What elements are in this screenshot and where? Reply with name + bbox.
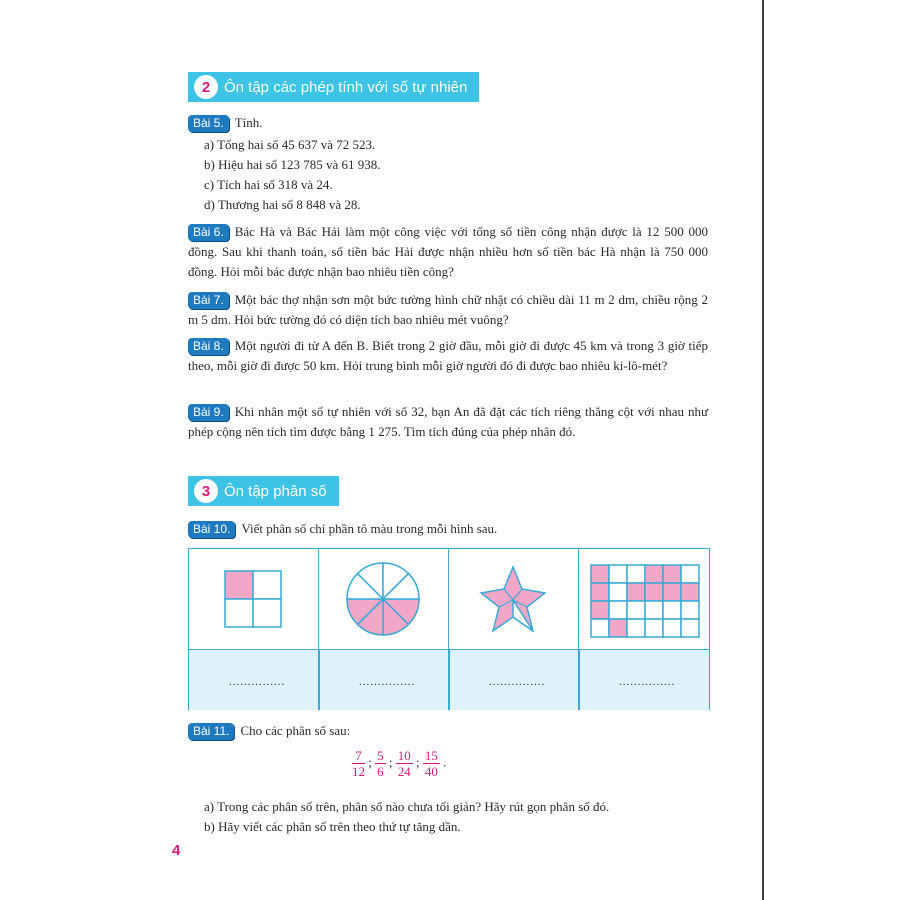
grid-cell	[627, 619, 645, 637]
grid-cell	[627, 565, 645, 583]
exercise-11	[188, 722, 350, 740]
exercise-5-d: d) Thương hai số 8 848 và 28.	[204, 197, 361, 212]
grid-cell	[609, 601, 627, 619]
fraction: $\frac{5}{6}$	[377, 748, 384, 779]
exercise-10	[188, 520, 497, 538]
exercise-5-c: c) Tích hai số 318 và 24.	[204, 177, 333, 192]
exercise-badge: Bài 7.	[188, 292, 229, 309]
fraction: $\frac{10}{24}$	[397, 748, 411, 779]
divider	[448, 650, 450, 710]
exercise-text: Tính.	[234, 115, 263, 130]
exercise-9	[188, 402, 708, 442]
exercise-text: Khi nhân một số tự nhiên với số 32, bạn An đã đặt các tích riêng thẳng cột với nhau như phép cộng nên tích tìm được bằng 1 275. Tìm tích đúng của phép nhân đó.	[188, 404, 708, 439]
grid-cell	[609, 583, 627, 601]
exercise-11-a: a) Trong các phân số trên, phân số nào chưa tối giản? Hãy rút gọn phân số đó.	[204, 799, 610, 814]
exercise-badge: Bài 11.	[188, 723, 234, 740]
square-grid-figure	[189, 549, 318, 649]
exercise-badge: Bài 10.	[188, 521, 235, 538]
grid-cell	[681, 583, 699, 601]
grid-cell	[591, 619, 609, 637]
exercise-badge: Bài 5.	[188, 115, 229, 132]
exercise-badge: Bài 8.	[188, 338, 229, 355]
exercise-text: Một người đi từ A đến B. Biết trong 2 giờ đầu, mỗi giờ đi được 45 km và trong 3 giờ tiếp theo, mỗi giờ đi được 50 km. Hỏi trung bình mỗi giờ người đó đi được bao nhiêu ki-lô-mét?	[188, 338, 708, 373]
star-figure	[449, 549, 578, 649]
exercise-8	[188, 336, 708, 376]
page-edge	[762, 0, 764, 900]
exercise-text: Cho các phân số sau:	[240, 723, 351, 738]
grid-cell	[681, 619, 699, 637]
grid-cell	[645, 583, 663, 601]
grid-cell	[663, 619, 681, 637]
grid-cell	[627, 583, 645, 601]
figures-table	[188, 548, 710, 710]
exercise-5-b: b) Hiệu hai số 123 785 và 61 938.	[204, 157, 381, 172]
page-number: 4	[172, 842, 181, 859]
grid-cell	[627, 601, 645, 619]
exercise-text: Một bác thợ nhận sơn một bức tường hình chữ nhật có chiều dài 11 m 2 dm, chiều rộng 2 m 5 dm. Hỏi bức tường đó có diện tích bao nhiêu mét vuông?	[188, 292, 708, 327]
grid-cell	[591, 601, 609, 619]
exercise-5	[188, 114, 263, 132]
answer-row	[189, 649, 709, 710]
section-number: 2	[194, 75, 218, 99]
fraction-list: $\frac{7}{12}$ ; $\frac{5}{6}$ ; $\frac{10}{24}$ ; $\frac{15}{40}$ .	[352, 748, 447, 779]
section-3-header	[188, 476, 339, 506]
divider	[578, 650, 580, 710]
fraction: $\frac{15}{40}$	[424, 748, 438, 779]
grid-cell	[681, 601, 699, 619]
exercise-badge: Bài 9.	[188, 404, 229, 421]
grid-cell	[609, 619, 627, 637]
grid-cell	[645, 565, 663, 583]
section-title: Ôn tập các phép tính với số tự nhiên	[224, 78, 468, 96]
exercise-text: Viết phân số chỉ phần tô màu trong mỗi hình sau.	[241, 521, 498, 536]
exercise-text: Bác Hà và Bác Hải làm một công việc với tổng số tiền công nhận được là 12 500 000 đồng. Sau khi thanh toán, số tiền bác Hải được nhận nhiều hơn số tiền bác Hà nhận là 750 000 đồng. Hỏi mỗi bác được nhận bao nhiêu tiền công?	[188, 224, 708, 279]
grid-cell	[645, 619, 663, 637]
exercise-badge: Bài 6.	[188, 224, 229, 241]
fraction: $\frac{7}{12}$	[352, 748, 365, 779]
grid-cell	[663, 601, 681, 619]
exercise-7	[188, 290, 708, 330]
exercise-5-a: a) Tổng hai số 45 637 và 72 523.	[204, 137, 376, 152]
answer-blank[interactable]: ...............	[229, 676, 286, 688]
figure-grid-cell	[579, 549, 710, 649]
grid-cell	[591, 583, 609, 601]
grid-cell	[681, 565, 699, 583]
rectangle-grid-figure	[579, 549, 709, 649]
grid-cell	[663, 583, 681, 601]
grid-cell	[663, 565, 681, 583]
section-title: Ôn tập phân số	[224, 482, 327, 500]
divider	[318, 650, 320, 710]
figure-circle-cell	[319, 549, 449, 649]
exercise-6	[188, 222, 708, 282]
figure-star-cell	[449, 549, 579, 649]
figure-square-grid-cell	[189, 549, 319, 649]
circle-figure	[319, 549, 448, 649]
exercise-11-b: b) Hãy viết các phân số trên theo thứ tự tăng dần.	[204, 819, 461, 834]
section-2-header	[188, 72, 479, 102]
grid-cell	[591, 565, 609, 583]
answer-blank[interactable]: ...............	[359, 676, 416, 688]
grid-cell	[609, 565, 627, 583]
grid-cell	[645, 601, 663, 619]
answer-blank[interactable]: ...............	[489, 676, 546, 688]
answer-blank[interactable]: ...............	[619, 676, 676, 688]
section-number: 3	[194, 479, 218, 503]
